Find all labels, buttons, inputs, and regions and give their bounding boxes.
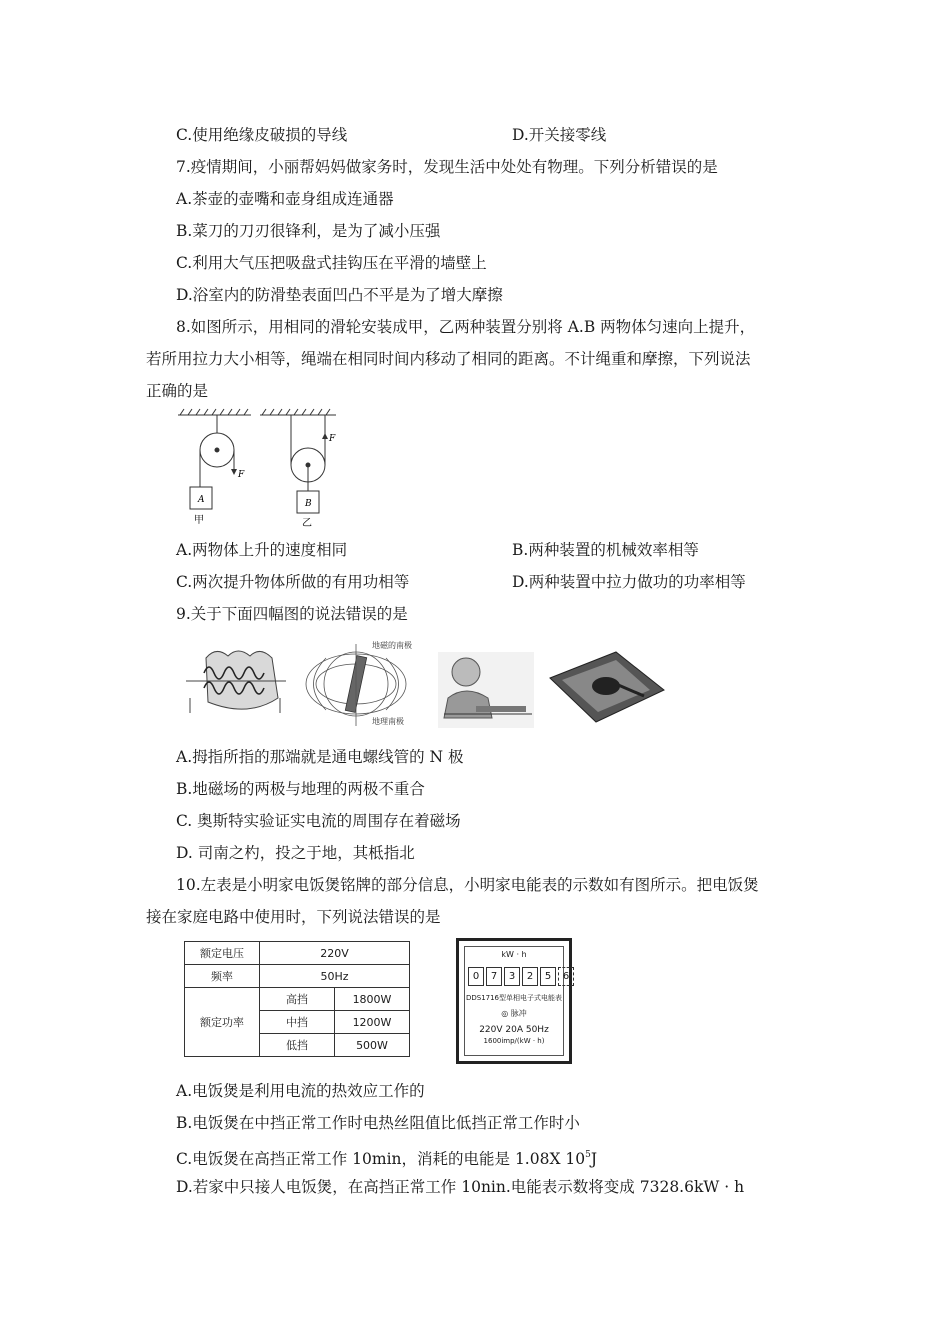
q7-option-d: D.浴室内的防滑垫表面凹凸不平是为了增大摩擦 [176, 286, 503, 304]
q10-option-b: B.电饭煲在中挡正常工作时电热丝阻值比低挡正常工作时小 [176, 1114, 580, 1132]
q10-option-c: C.电饭煲在高挡正常工作 10min，消耗的电能是 1.08X $10^5J$ [176, 1150, 598, 1168]
meter-digit-decimal: 6 [558, 967, 574, 986]
meter-impulse-constant: 1600imp/(kW · h) [483, 1037, 545, 1045]
meter-digit: 3 [504, 967, 520, 986]
rice-cooker-nameplate [184, 941, 410, 1057]
pulley-diagram [176, 405, 346, 530]
q8-option-c: C.两次提升物体所做的有用功相等 [176, 573, 410, 591]
block-a-label: A [198, 495, 205, 505]
q7-option-b: B.菜刀的刀刃很锋利，是为了减小压强 [176, 222, 441, 240]
q10-option-a: A.电饭煲是利用电流的热效应工作的 [176, 1082, 425, 1100]
q7-option-a: A.茶壶的壶嘴和壶身组成连通器 [176, 190, 394, 208]
q10-stem-line2: 接在家庭电路中使用时，下列说法错误的是 [146, 908, 441, 926]
low-setting-value: 500W [335, 1034, 410, 1057]
mid-setting-value: 1200W [335, 1011, 410, 1034]
meter-digit: 2 [522, 967, 538, 986]
q8-option-b: B.两种装置的机械效率相等 [512, 541, 699, 559]
geographic-south-label: 地理南极 [372, 717, 404, 726]
q7-option-c: C.利用大气压把吸盘式挂钩压在平滑的墙壁上 [176, 254, 487, 272]
meter-digits [468, 967, 576, 986]
q10-option-d: D.若家中只接人电饭煲，在高挡正常工作 10nin.电能表示数将变成 7328.6kW · h [176, 1178, 745, 1196]
geomagnetic-south-label: 地磁的南极 [372, 641, 412, 650]
high-setting-label: 高挡 [260, 988, 335, 1011]
q9-stem: 9.关于下面四幅图的说法错误的是 [176, 605, 408, 623]
rated-power-label: 额定功率 [185, 988, 260, 1057]
caption-jia: 甲 [194, 515, 204, 526]
q9-figures [176, 638, 666, 730]
force-label-1: F [238, 470, 245, 480]
q7-stem: 7.疫情期间，小丽帮妈妈做家务时，发现生活中处处有物理。下列分析错误的是 [176, 158, 718, 176]
rated-voltage-value: 220V [260, 942, 410, 965]
q9-option-a: A.拇指所指的那端就是通电螺线管的 N 极 [176, 748, 464, 766]
meter-digit: 7 [486, 967, 502, 986]
frequency-value: 50Hz [260, 965, 410, 988]
frequency-label: 频率 [185, 965, 260, 988]
oersted-figure [438, 652, 534, 728]
low-setting-label: 低挡 [260, 1034, 335, 1057]
meter-model: DDS1716型单相电子式电能表 [465, 994, 563, 1002]
meter-unit: kW · h [501, 950, 527, 959]
mid-setting-label: 中挡 [260, 1011, 335, 1034]
rated-voltage-label: 额定电压 [185, 942, 260, 965]
sinan-compass-figure [550, 652, 664, 722]
force-label-2: F [329, 434, 336, 444]
block-b-label: B [305, 499, 312, 509]
meter-pulse-indicator: ◎ 脉冲 [501, 1009, 527, 1018]
q6-option-c: C.使用绝缘皮破损的导线 [176, 126, 348, 144]
q8-stem-line2: 若所用拉力大小相等，绳端在相同时间内移动了相同的距离。不计绳重和摩擦，下列说法 [146, 350, 751, 368]
meter-digit: 5 [540, 967, 556, 986]
solenoid-hand-figure [186, 651, 286, 713]
q8-option-a: A.两物体上升的速度相同 [176, 541, 348, 559]
q9-option-d: D. 司南之杓，投之于地，其柢指北 [176, 844, 415, 862]
earth-magnetic-field-figure [306, 644, 406, 726]
q8-stem-line3: 正确的是 [146, 382, 209, 400]
q8-option-d: D.两种装置中拉力做功的功率相等 [512, 573, 746, 591]
energy-meter [456, 938, 572, 1064]
q9-option-b: B.地磁场的两极与地理的两极不重合 [176, 780, 425, 798]
q10-stem-line1: 10.左表是小明家电饭煲铭牌的部分信息，小明家电能表的示数如有图所示。把电饭煲 [176, 876, 759, 894]
high-setting-value: 1800W [335, 988, 410, 1011]
q9-option-c: C. 奥斯特实验证实电流的周围存在着磁场 [176, 812, 461, 830]
meter-rating: 220V 20A 50Hz [479, 1025, 549, 1035]
q6-option-d: D.开关接零线 [512, 126, 607, 144]
caption-yi: 乙 [302, 518, 312, 529]
meter-digit: 0 [468, 967, 484, 986]
q8-stem-line1: 8.如图所示，用相同的滑轮安装成甲，乙两种装置分别将 A.B 两物体匀速向上提升， [176, 318, 756, 336]
